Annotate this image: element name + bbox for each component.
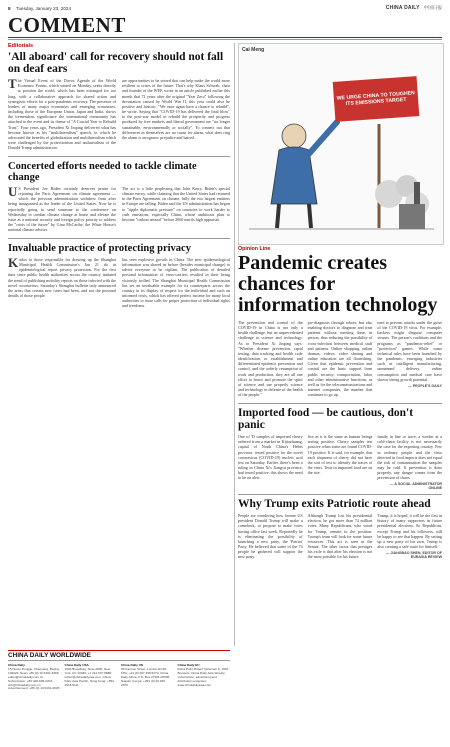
editorial-text: are opportunities to be seized that can help make the world more resilient to crises of the future. That's why Klaus Schwab, chair and founder of the WEF, wrote in an article published earlier this month that 72 years after the original "Year Zero" following the devastation caused by World War II, this year could also be positive and historic. "We once again have a chance to rebuild", he wrote. Saying that "COVID-19 has delivered the final blow" to the post-war model to rebuild the prosperity and progress produced by free markets and liberal government are "no longer sustainable, environmentally or socially". To connect out that differences in themselves are no cause for alarm, what does ring the alarm is arrogance, prejudice and hatred.	[122, 78, 230, 140]
editorial-headline: Invaluable practice of protecting privacy	[8, 242, 191, 254]
footer-column	[65, 664, 118, 691]
figure-head	[282, 124, 306, 148]
opinion-headline: Imported food — be cautious, don't panic	[238, 406, 414, 431]
opinion-headline: Why Trump exits Patriotic route ahead	[238, 498, 431, 511]
office-name: China Daily USA	[64, 663, 89, 667]
opinion-byline: — PEOPLE'S DAILY	[408, 383, 443, 388]
cartoon-credit: Cai Meng	[242, 47, 265, 53]
editorial-text: The act is a little perplexing that John Kerry, Biden's special climate envoy, while claiming that the United States had returned to the Paris Agreement on climate, fully the two largest emitters in Europe are falling. Biden said the US administration has begun to "ripple diplomatic pressure" on countries to work harder to curb emissions, especially China, whose ambitious plan to become "carbon neutral" before 2060 merits high appraisal.	[122, 185, 230, 222]
divider	[8, 37, 442, 38]
editorial-text: The Virtual Event of the Davos Agenda of the World Economic Forum, which started on Monday, seeks directly to position the world, which has been estranged for too long, with a collaborative approach for shared action and synergistic efforts for a post-pandemic recovery. The presence of leaders of many major economies and emerging economies, including those of the European Union, Japan and India, shows the tremendous significance the international community has attached to the event and its theme of "A Crucial Year to Rebuild Trust". Four years ago, President Xi Jinping delivered what has become known as his "multilateralism" speech, in which he advocated the benefits of globalization and multilateralism which were challenged by the protectionism and unilateralism of the Donald Trump administration.	[8, 76, 116, 151]
factory	[399, 204, 425, 229]
brand-name-chinese: 中国日报	[423, 5, 442, 10]
opinion-text: family in line or trace, a worker at a cold-chain facility is not necessarily the case for the exporting country. Few in ordinary people and the virus detected in food imports does not equal the risk of contamination the samples may be cold. If prevention is done properly, any danger comes from the prevention of chaos.	[377, 434, 443, 481]
opinion-byline: — JIANGBAO SHEN, EDITOR OF EURASIA REVIEW	[385, 551, 443, 560]
divider	[8, 238, 230, 239]
editorial-headline: 'All aboard' call for recovery should not fall on deaf ears	[8, 51, 224, 76]
office-details: 1500 Broadway, Suite 2800, New York, NY 10036; +1 212 537 8888; editor@chinadailyusa.com. China Daily Asia Pacific, Hong Kong: +852 2518 5111.	[64, 666, 114, 687]
editorial-text: has seen explosive growth in China. The new epidemiological information was shared as before (besides municipal change) to advise everyone to be vigilant. The publication of detailed personal information of virus-carriers resulted in their being viciously trolled. The Shanghai Municipal Health Commission has set an invaluable example for its counterparts across the country in its display of respect for the individual and such an informed crisis, which has offered perfect income for many local authorities to issue calls for proper protection of individual rights and freedoms.	[122, 256, 230, 309]
footer-columns	[8, 664, 230, 691]
office-details: 90 Cannon Street, London EC4N 6HA; +44 (0) 207 398 8270. China Daily Africa, P.O. Box 27281-00506, Nairobi, Kenya; +254 (0) 20 269 2870.	[121, 666, 171, 687]
editorial-text: US President Joe Biden certainly deserves praise for rejoining the Paris Agreement on climate agreement — which the previous administration withdrew from after being inaugurated as the leader of the United States. Now he is reportedly going to send someone to the conference on Wednesday to combat climate change at home and elevate the issue as a national security and foreign policy priority to address the "crisis of the future" by Gina McCarthy, the White House's national climate adviser.	[8, 183, 116, 233]
opinion-byline: — A SOCIAL ADMINISTRATOR ONLINE	[389, 482, 443, 491]
figure-legs	[277, 204, 311, 228]
page-date: Tuesday, January 23, 2024	[15, 5, 72, 11]
editorials-column	[8, 43, 230, 311]
figure-arm	[307, 122, 337, 156]
cartoon-illustration	[239, 44, 443, 244]
column-rule	[234, 43, 235, 646]
factory-chimney	[414, 182, 420, 204]
divider	[8, 156, 230, 157]
opinion-headline: Pandemic creates chances for information technology	[238, 252, 438, 316]
opinion-text: Although Trump lost his presidential election, he got more than 74 million votes. Many Republicans, who voted for Trump, remain in the position. Trump's team will look for some future resources. This act is seen in the Senate. The other factor that presages his exile is that after his election is not the most possible for his future.	[307, 513, 373, 560]
page-number: 8	[8, 5, 11, 11]
opinion-text: The prevention and control of the COVID-19 in China is not only a health challenge, but an unprecedented challenge to science and technology. As to President Xi Jinping says: "Whether disease prevention, rapid testing, data tracking and health code identification, or establishment and differentiated epidemic prevention and control, and the orderly resumption of work and production, they are all one effort to bravo and promote the spirit of science and use properly science and technology in defense of the health of the people."	[238, 320, 303, 398]
footer-bar	[8, 650, 230, 661]
editorial-body	[8, 78, 230, 152]
editorial-body	[8, 183, 230, 234]
brand-name: CHINA DAILY	[385, 5, 420, 11]
editorial-body	[8, 254, 230, 311]
opinion-text: live as it is the same as human beings testing positive. Cherry samples test positive when some are found COVID-19 positive. It is said, for example, that each shipment of cherry did not have the sort of test to identify the traces of the virus. Tests in imported food are on the rise.	[307, 434, 373, 476]
masthead-mini	[386, 5, 442, 11]
office-details: Rond-Point Robert Schuman 6, 1040 Brussels. China Daily Asia Weekly; subscription, advertising and distribution enquiries: www.chinadailyasia.com.	[177, 666, 229, 687]
opinion-text: tend to prevent attacks under the guise of the COVID-19 virus. For example, hackers might disguise computer viruses. The person's coalitions and the programs as "pandemic-relief" or "protection" games. While some technical rules have been launched by the pandemic, emerging industries such as intelligent manufacturing, unmanned delivery, online consumption and medical care have shown strong growth potential.	[377, 320, 443, 382]
opinion-text: Trump, it is hoped, it will be the first in history of many supporters in future presidential elections. So Republican, except Trump and his followers, still be happy to see that happen. By setting up a new party of his own, Trump is also creating a safe route for himself.	[377, 513, 443, 550]
opinion-column	[238, 246, 442, 562]
page-meta	[8, 6, 71, 11]
opinion-body	[238, 320, 442, 399]
editorial-cartoon	[238, 43, 444, 245]
editorial-headline: Concerted efforts needed to tackle climate change	[8, 160, 197, 183]
footer-title: CHINA DAILY WORLDWIDE	[8, 652, 91, 659]
opinion-text: pre-diagnosis through robots, but also enabling doctors to diagnose and treat patients without meeting them in person, thus reducing the possibility of cross-infection between medical staff and patients. Online shopping, online dramas, videos, video sharing and online education are all flourishing. Given that epidemic prevention and control are the basic support from public security, transportation, labor and other administrative functions, as well as for the telecommunications and internet companies, the number that continues to go up.	[307, 320, 373, 398]
office-name: China Daily UK	[121, 663, 144, 667]
editorial-text: Kudos to those responsible for drawing up the Shanghai Municipal Health Commission's Jan 21 do in epidemiological report privacy protection. For the first time since public health authorities across the country initiated the trend of publishing mobility reports on those infected with the novel coronavirus, Saturday's Shanghai bulletin only announced the areas that certain new cases had been, and not the personal details of those people.	[8, 254, 116, 299]
page-header	[8, 3, 442, 13]
masthead-footer	[8, 650, 230, 691]
divider	[238, 494, 442, 495]
divider	[8, 39, 442, 40]
opinion-text: People are wondering how former US president Donald Trump will make a comeback, or propose to make votes having office last week. Reportedly he is eliminating the possibility of launching a new party, the 'Patriot' Party. He believed that some of the 74 people he gathered will support the new party.	[238, 513, 303, 560]
protest-sign: WE URGE CHINA TO TOUGHEN ITS EMISSIONS TARGET	[333, 76, 420, 122]
footer-column	[178, 664, 231, 691]
editorials-label: Editorials	[8, 43, 34, 49]
opinion-text: One of 'D samples of imported cherry ordered from a market in Kijiazhuang, capital of North China's Hebei province, tested positive for the novel coronavirus (COVID-19) nucleic acid test on Saturday. Earlier, there's been a ruling in China Xi's Jiangsu province, had tested positive, this shows the need to be on alert.	[238, 434, 303, 481]
divider	[238, 403, 442, 404]
opinion-label: Opinion Line	[238, 246, 271, 252]
section-title: COMMENT	[8, 13, 126, 37]
office-name: China Daily	[8, 663, 25, 667]
opinion-body	[238, 434, 442, 490]
opinion-body	[238, 513, 442, 561]
office-name: China Daily EU	[177, 663, 200, 667]
footer-column	[8, 664, 61, 691]
footer-column	[121, 664, 174, 691]
office-details: 15 Huixin Dongjie, Chaoyang, Beijing 100029. News +86 (0) 10 6491-8366; editor@chinadaily.com.cn. Subscription: +86 400-699-0203; sub@chinadaily.com.cn. Advertisement: +86 (0) 10 6491-0625.	[8, 666, 61, 691]
